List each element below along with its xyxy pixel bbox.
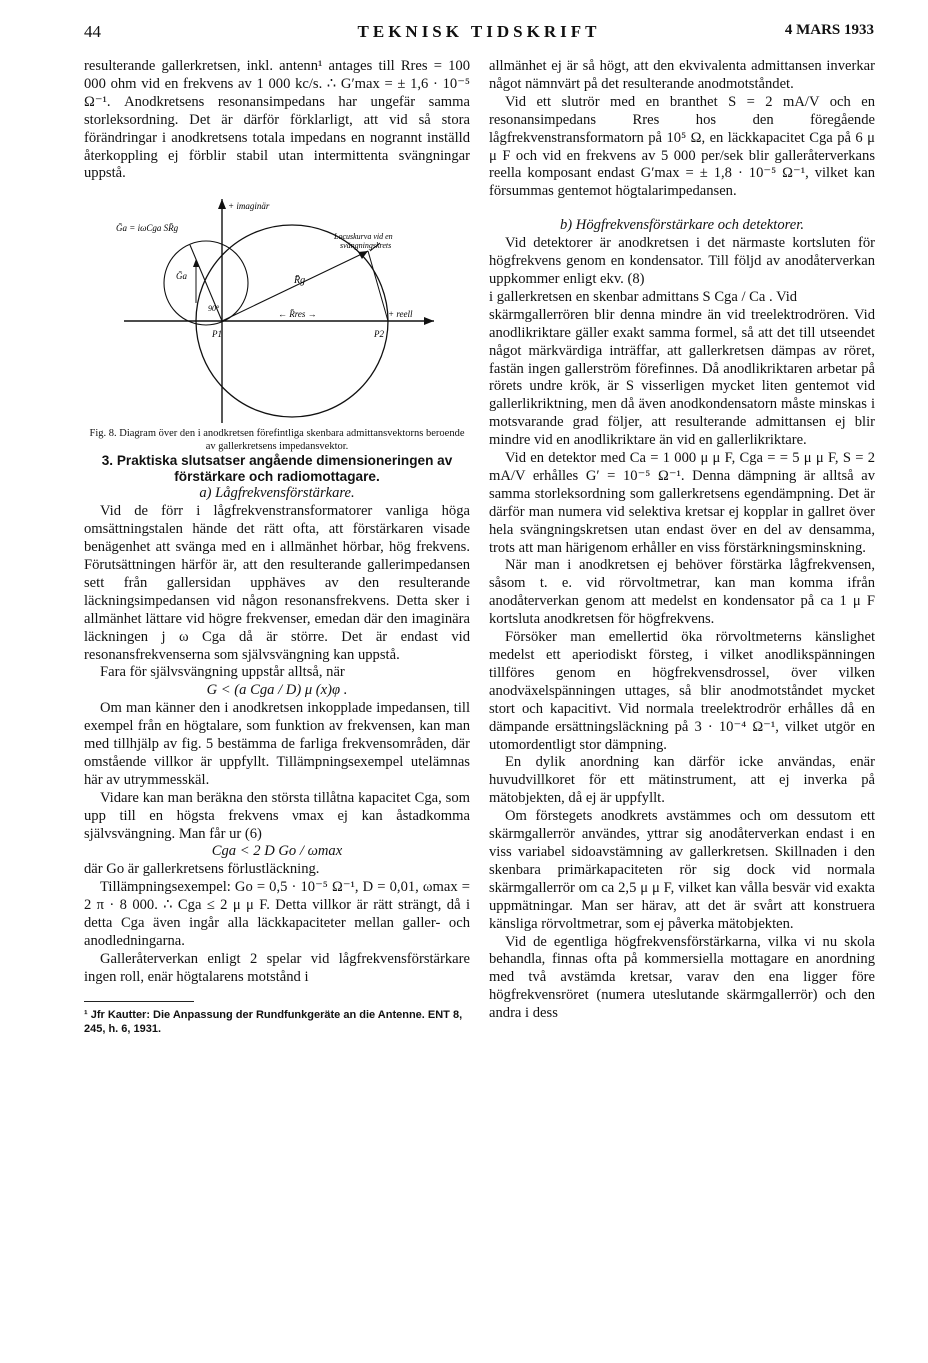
issue-date: 4 MARS 1933 bbox=[784, 22, 874, 38]
paragraph: Galleråterverkan enligt 2 spelar vid lågfrekvensförstärkare ingen roll, enär högtalarens motstånd i bbox=[84, 950, 470, 985]
subsection-heading: a) Lågfrekvensförstärkare. bbox=[199, 485, 355, 502]
paragraph: resulterande gallerkretsen, inkl. antenn¹ antages till Rres = 100 000 ohm vid en frekvens av 1 000 kc/s. ∴ G′max = ± 1,6 · 10⁻⁵ Ω⁻¹. Anodkretsens resonansimpedans har ungefär samma storleksordning. Det är därför förklarligt, att vid så stora förändringar i anodkretsens totala impedans en nogrannt inställd återkoppling ej förblir stabil utan intermittenta svängningar uppstå. bbox=[84, 58, 470, 182]
label-rres: ← R̄res → bbox=[278, 309, 317, 320]
paragraph: När man i anodkretsen ej behöver förstärka lågfrekvensen, såsom t. e. vid rörvoltmetrar, kan man komma ifrån anodåterverkan genom att medelst en kondensator på ca 1 μ F kortsluta anodkretsen för högfrekvens. bbox=[489, 557, 875, 628]
imaginary-axis-arrow bbox=[218, 199, 226, 209]
label-locus-2: svängningskrets bbox=[340, 241, 392, 251]
journal-title: TEKNISK TIDSKRIFT bbox=[357, 22, 601, 41]
label-rg: R̄g bbox=[294, 275, 306, 287]
paragraph: Försöker man emellertid öka rörvoltmeterns känslighet medelst ett aperiodiskt försteg, i vilket anodlikspänningen tillföres genom en högfrekvensdrossel, över vilken anodväxelspänningen uttages, så blir anodmotståndet mycket stort och kapacitivt. Vid normala treelektrodrör erhålles då en dämpande ersättningsläckning på 3 · 10⁻⁴ Ω⁻¹, vilket utgör en utomordentligt stor dämpning. bbox=[489, 629, 875, 753]
connector-line bbox=[368, 251, 388, 321]
figure-caption: Fig. 8. Diagram över den i anodkretsen förefintliga skenbara admittansvektorns beroende av gallerkretsens impedansvektor. bbox=[89, 428, 465, 453]
left-column bbox=[84, 58, 470, 1036]
figure-8 bbox=[84, 195, 470, 427]
right-column bbox=[489, 58, 875, 1023]
real-axis-arrow bbox=[424, 317, 434, 325]
admittance-diagram bbox=[112, 195, 442, 427]
footnote-divider bbox=[84, 1001, 194, 1002]
label-real: + reell bbox=[388, 309, 413, 320]
label-ga-formula: Ḡa = iωCga SR̄g bbox=[116, 223, 179, 234]
label-p2: P2 bbox=[374, 329, 384, 340]
label-imaginary: + imaginär bbox=[228, 201, 270, 212]
paragraph: allmänhet ej är så högt, att den ekvivalenta admittansen inverkar något nämnvärt på det resulterande anodmotståndet. bbox=[489, 58, 875, 92]
paragraph: där Go är gallerkretsens förlustläckning. bbox=[84, 861, 320, 878]
section-heading: 3. Praktiska slutsatser angående dimensioneringen av förstärkare och radiomottagare. bbox=[101, 453, 453, 485]
label-locus-1: Locuskurva vid en bbox=[334, 232, 393, 242]
footnote: ¹ Jfr Kautter: Die Anpassung der Rundfunkgeräte an die Antenne. ENT 8, 245, h. 6, 1931. bbox=[84, 1008, 463, 1035]
label-angle: 90° bbox=[208, 304, 220, 314]
page-number: 44 bbox=[84, 22, 101, 41]
paragraph: Vid de egentliga högfrekvensförstärkarna, vilka vi nu skola behandla, finnas ofta på kommersiella mottagare en anordning med två avstämda kretsar, varav den ena ligger före högfrekvensröret (numera uteslutande skärmgallerrör) och den andra i dess bbox=[489, 933, 875, 1022]
paragraph: i gallerkretsen en skenbar admittans S Cga / Ca . Vid bbox=[489, 288, 798, 305]
page-header bbox=[84, 22, 874, 46]
paragraph: Vidare kan man beräkna den största tillåtna kapacitet Cga, som upp till en högsta frekvens νmax ej kan åstadkomma självsvängning. Man får ur (6) bbox=[84, 789, 470, 842]
paragraph: Vid detektorer är anodkretsen i det närmaste kortsluten för högfrekvens genom en kondensator. Till följd av anodåterverkan uppkommer enligt ekv. (8) bbox=[489, 235, 875, 287]
paragraph: Fara för självsvängning uppstår alltså, när bbox=[100, 664, 345, 681]
formula: Cga < 2 D Go / ωmax bbox=[211, 843, 343, 860]
formula: G < (a Cga / D) μ (x)φ . bbox=[206, 682, 348, 699]
label-ga-small: Ḡa bbox=[176, 271, 187, 282]
subsection-heading: b) Högfrekvensförstärkare och detektorer. bbox=[560, 217, 804, 234]
paragraph: Om man känner den i anodkretsen inkopplade impedansen, till exempel från en högtalare, som funktion av frekvensen, kan man med tillhjälp av fig. 5 bestämma de farliga frekvensområden, där omstående villkor är uppfyllt. Tillämpningsexempel utelämnas här av utrymmesskäl. bbox=[84, 700, 470, 788]
paragraph: Vid en detektor med Ca = 1 000 μ μ F, Cga = = 5 μ μ F, S = 2 mA/V erhålles G′ = 10⁻⁵ Ω⁻¹. Denna dämpning är alltså av samma storleksordning som gallerkretsens egendämpning. Det är därför man numera vid selektiva kretsar ej kopplar in gallret över hela svängningskretsen utan endast över en del av densamma, trots att man härigenom erhåller en viss förstärkningsminskning. bbox=[489, 450, 875, 556]
paragraph: Vid ett slutrör med en branthet S = 2 mA/V och en resonansimpedans Rres hos den föregående lågfrekvenstransformatorn på 10⁵ Ω, en läckkapacitet Cga på 6 μ μ F och vid en frekvens av 5 000 per/sek blir galleråterverkans reella komposant endast G′max = ± 1,8 · 10⁻⁵ Ω⁻¹, vilket kan försummas gentemot högtalarimpedansen. bbox=[489, 93, 875, 200]
paragraph: En dylik anordning kan därför icke användas, enär huvudvillkoret för ett mätinstrument, att ej inverka på mätobjekten, då ej är uppfyllt. bbox=[489, 754, 875, 807]
spacer bbox=[489, 201, 875, 217]
paragraph: Om förstegets anodkrets avstämmes och om dessutom ett skärmgallerrör användes, yttrar sig anodåterverkan endast i en viss variabel sidoavstämning av gallerkretsen. Skillnaden i den skenbara primärkapaciteten rör sig dock vid normala skärmgallerrör om ca 2,5 μ μ F, vilket kan vålla besvär vid exakta uppmätningar. Man ser härav, att det är svårt att konstruera känsliga rörvoltmetrar, som ej påverka mätobjekten. bbox=[489, 808, 875, 932]
paragraph: Tillämpningsexempel: Go = 0,5 · 10⁻⁵ Ω⁻¹, D = 0,01, ωmax = 2 π · 8 000. ∴ Cga ≤ 2 μ μ F. Detta villkor är rätt strängt, då i detta Cga även ingår alla läckkapaciteter mellan galler- och anodledningarna. bbox=[84, 879, 470, 949]
paragraph: skärmgallerrören blir denna mindre än vid treelektrodrören. Vid anodlikriktare gäller exakt samma formel, så att det till utseendet något märkvärdiga inträffar, att gallerkretsen dämpas av röret, fastän ingen gallerström förefinnes. Då anodlikriktaren arbetar på rörets undre krök, är S visserligen mycket liten gentemot vid gallerlikriktning, men då även anodkondensatorn måste minskas i motsvarande grad följer, att resulterande admittansen ej blir mindre vid en anodlikriktare än vid en gallerlikriktare. bbox=[489, 306, 875, 449]
label-p1: P1 bbox=[212, 329, 222, 340]
paragraph: Vid de förr i lågfrekvenstransformatorer vanliga höga omsättningstalen hände det rätt ofta, att förstärkaren visade benägenhet att svänga med en i allmänhet hörbar, hög frekvens. Förutsättningen härför är, att den resulterande gallerimpedansen sett från gallersidan upphäves av den resulterande läckningsimpedansen vid någon resonansfrekvens. Detta sker i allmänhet lättare vid högre frekvenser, emedan där den imaginära läckningen j ω Cga då är större. Det är endast vid resonansfrekvenserna som självsvängning kan uppstå. bbox=[84, 503, 470, 663]
